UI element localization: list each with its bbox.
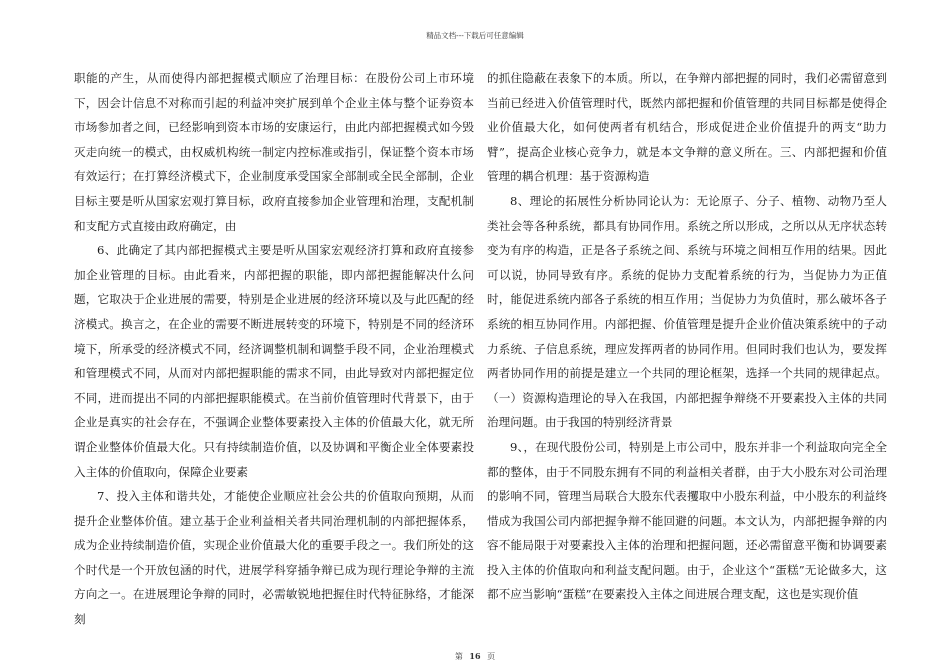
paragraph-9: 9、，在现代股份公司，特别是上市公司中，股东并非一个利益取向完全全都的整体，由于不同股东拥有不同的利益相关者群，由于大小股东对公司治理的影响不同，管理当局联合大股东代表攫取中小股东利益，中小股东的利益终惜成为我国公司内部把握争辩不能回避的问题。本文认为，内部把握争辩的内容不能局限于对要素投入主体的治理和把握问题，还必需留意平衡和协调要素投入主体的价值取向和利益支配问题。由于，企业这个“蛋糕”无论做多大，这都不应当影响“蛋糕”在要素投入主体之间进展合理支配，这也是实现价值 (487, 439, 887, 602)
page-footer (0, 651, 950, 662)
paragraph-5-continued: 职能的产生，从而使得内部把握模式顺应了治理目标：在股份公司上市环境下，因会计信息不对称而引起的利益冲突扩展到单个企业主体与整个证券资本市场参加者之间，已经影响到资本市场的安康运行，由此内部把握模式如今毁灭走向统一的模式，由权威机构统一制定内控标准或指引，保证整个资本市场有效运行；在打算经济模式下，企业制度承受国家全部制或全民全部制，企业目标主要是听从国家宏观打算目标，政府直接参加企业管理和治理，支配机制和支配方式直接由政府确定，由 (74, 71, 474, 233)
paragraph-7-continued: 的抓住隐蔽在表象下的本质。所以，在争辩内部把握的同时，我们必需留意到当前已经进入价值管理时代，既然内部把握和价值管理的共同目标都是使得企业价值最大化，如何使两者有机结合，形成促进企业价值提升的两支“助力臂”，提高企业核心竞争力，就是本文争辩的意义所在。三、内部把握和价值管理的耦合机理：基于资源构造 (487, 71, 887, 184)
left-column (74, 66, 474, 632)
page-header: 精品文档---下载后可任意编辑 (426, 31, 524, 40)
page-prefix: 第 (454, 652, 463, 661)
paragraph-6: 6、此确定了其内部把握模式主要是听从国家宏观经济打算和政府直接参加企业管理的目标。由此看来，内部把握的职能，即内部把握能解决什么问题，它取决于企业进展的需要，特别是企业进展的经济环境以及与此匹配的经济模式。换言之，在企业的需要不断进展转变的环境下，特别是不同的经济环境下，所承受的经济模式不同，经济调整机制和调整手段不同，企业治理模式和管理模式不同，从而对内部把握职能的需求不同，由此导致对内部把握定位不同，进而提出不同的内部把握职能模式。在当前价值管理时代背景下，由于企业是真实的社会存在，不强调企业整体要素投入主体的价值最大化，就无所谓企业整体价值最大化。只有持续制造价值，以及协调和平衡企业全体要素投入主体的价值取向，保障企业要素 (74, 243, 474, 479)
paragraph-8: 8、理论的拓展性分析协同论认为：无论原子、分子、植物、动物乃至人类社会等各种系统，都具有协同作用。系统之所以形成，之所以从无序状态转变为有序的构造，正是各子系统之间、系统与环境之间相互作用的结果。因此可以说，协同导致有序。系统的促协力支配着系统的行为，当促协力为正值时，能促进系统内部各子系统的相互作用；当促协力为负值时，那么破坏各子系统的相互协同作用。内部把握、价值管理是提升企业价值决策系统中的子动力系统、子信息系统，理应发挥两者的协同作用。但同时我们也认为，要发挥两者协同作用的前提是建立一个共同的理论框架，选择一个共同的规律起点。（一）资源构造理论的导入在我国，内部把握争辩绕不开要素投入主体的共同治理问题。由于我国的特别经济背景 (487, 193, 887, 430)
page-suffix: 页 (487, 652, 496, 661)
right-column (487, 66, 887, 607)
page-number: 16 (469, 651, 481, 661)
paragraph-7: 7、投入主体和谐共处，才能使企业顺应社会公共的价值取向预期，从而提升企业整体价值。建立基于企业利益相关者共同治理机制的内部把握体系，成为企业持续制造价值，实现企业价值最大化的重要手段之一。我们所处的这个时代是一个开放包涵的时代，进展学科穿插争辩已成为现行理论争辩的主流方向之一。在进展理论争辩的同时，必需敏锐地把握住时代特征脉络，才能深刻 (74, 489, 474, 627)
